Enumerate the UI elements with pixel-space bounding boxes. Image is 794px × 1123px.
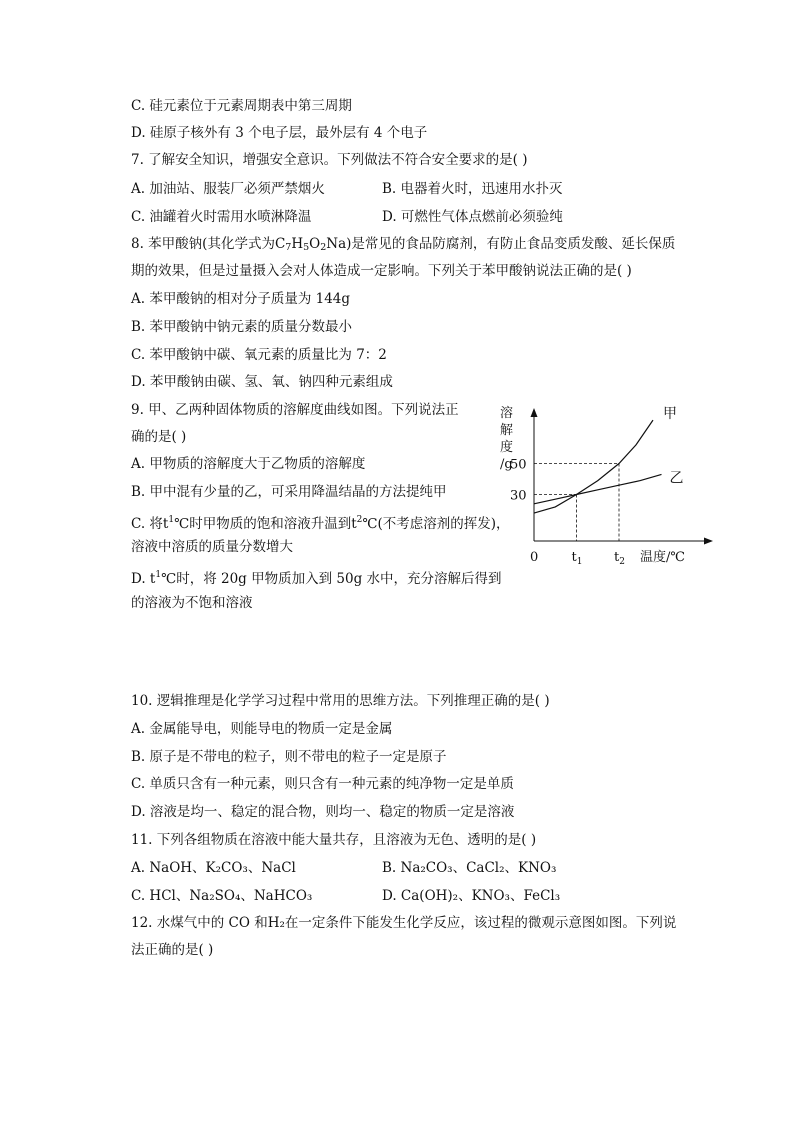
y-axis-arrow bbox=[531, 408, 538, 417]
q9-c-t1-index: 1 bbox=[168, 515, 175, 525]
q8-stem-part2: )是常见的食品防腐剂，有防止食品变质发酸、延长保质 bbox=[346, 236, 676, 252]
q7-option-a: A. 加油站、服装厂必须严禁烟火 bbox=[131, 181, 325, 197]
q6-option-d: D. 硅原子核外有 3 个电子层，最外层有 4 个电子 bbox=[131, 125, 428, 141]
q8-formula-o: O bbox=[309, 236, 321, 252]
q8-formula-c-count: 7 bbox=[285, 242, 292, 253]
x-tick-label: $t_2$ bbox=[614, 550, 625, 567]
origin-label: 0 bbox=[530, 550, 539, 565]
q10-option-a: A. 金属能导电，则能导电的物质一定是金属 bbox=[131, 721, 393, 737]
q11-option-d: D. Ca(OH)₂、KNO₃、FeCl₃ bbox=[382, 888, 561, 904]
y-axis-label-char: 解 bbox=[500, 423, 514, 438]
q8-option-b: B. 苯甲酸钠中钠元素的质量分数最小 bbox=[131, 319, 353, 335]
y-tick-label: 30 bbox=[510, 488, 527, 504]
q11-option-c: C. HCl、Na₂SO₄、NaHCO₃ bbox=[131, 888, 313, 904]
q9-stem-line2: 确的是( ) bbox=[131, 429, 187, 445]
q10-stem: 10. 逻辑推理是化学学习过程中常用的思维方法。下列推理正确的是( ) bbox=[131, 693, 550, 709]
series-line-yi bbox=[534, 474, 662, 503]
y-axis-label-char: /g bbox=[500, 457, 513, 472]
q11-option-b: B. Na₂CO₃、CaCl₂、KNO₃ bbox=[382, 860, 557, 876]
q9-option-a: A. 甲物质的溶解度大于乙物质的溶解度 bbox=[131, 456, 366, 472]
q11-stem: 11. 下列各组物质在溶液中能大量共存，且溶液为无色、透明的是( ) bbox=[131, 832, 537, 848]
q7-option-b: B. 电器着火时，迅速用水扑灭 bbox=[382, 181, 563, 197]
y-tick-label: 50 bbox=[510, 457, 527, 473]
q10-option-c: C. 单质只含有一种元素，则只含有一种元素的纯净物一定是单质 bbox=[131, 776, 514, 792]
q10-option-b: B. 原子是不带电的粒子，则不带电的粒子一定是原子 bbox=[131, 749, 447, 765]
q8-stem-line2: 期的效果，但是过量摄入会对人体造成一定影响。下列关于苯甲酸钠说法正确的是( ) bbox=[131, 263, 632, 279]
y-axis-label-char: 度 bbox=[500, 440, 514, 455]
series-label-jia: 甲 bbox=[663, 406, 677, 423]
q10-option-d: D. 溶液是均一、稳定的混合物，则均一、稳定的物质一定是溶液 bbox=[131, 804, 515, 820]
q7-option-d: D. 可燃性气体点燃前必须验纯 bbox=[382, 209, 563, 225]
q12-stem-line1: 12. 水煤气中的 CO 和H₂在一定条件下能发生化学反应，该过程的微观示意图如图。下列说 bbox=[131, 915, 677, 931]
q9-option-b: B. 甲中混有少量的乙，可采用降温结晶的方法提纯甲 bbox=[131, 484, 447, 500]
q7-stem: 7. 了解安全知识，增强安全意识。下列做法不符合安全要求的是( ) bbox=[131, 152, 528, 168]
q8-option-a: A. 苯甲酸钠的相对分子质量为 144g bbox=[131, 291, 351, 307]
q9-option-d-line1 bbox=[131, 566, 502, 588]
q8-stem-line1 bbox=[131, 235, 675, 257]
q9-option-c-line1 bbox=[131, 511, 510, 533]
q9-d-t1-index: 1 bbox=[155, 570, 162, 580]
q9-c-part3: ℃(不考虑溶剂的挥发)， bbox=[362, 516, 510, 532]
q11-option-a: A. NaOH、K₂CO₃、NaCl bbox=[131, 860, 296, 876]
x-axis-label: 温度/℃ bbox=[640, 550, 685, 565]
q9-stem-line1: 9. 甲、乙两种固体物质的溶解度曲线如图。下列说法正 bbox=[131, 402, 459, 418]
q8-formula-o-count: 2 bbox=[320, 242, 327, 253]
q9-option-d-line2: 的溶液为不饱和溶液 bbox=[131, 595, 253, 611]
q12-stem-line2: 法正确的是( ) bbox=[131, 942, 214, 958]
y-axis-label-char: 溶 bbox=[500, 406, 514, 421]
q8-formula-na: Na bbox=[326, 236, 347, 252]
q6-option-c: C. 硅元素位于元素周期表中第三周期 bbox=[131, 98, 352, 114]
q8-stem-part1: 8. 苯甲酸钠(其化学式为C bbox=[131, 236, 286, 252]
series-label-yi: 乙 bbox=[669, 470, 684, 487]
solubility-chart bbox=[498, 405, 728, 580]
q8-formula-h: H bbox=[291, 236, 304, 252]
x-axis-arrow bbox=[704, 538, 713, 545]
q9-d-part2: ℃时，将 20g 甲物质加入到 50g 水中，充分溶解后得到 bbox=[161, 571, 502, 587]
q8-formula-h-count: 5 bbox=[303, 242, 310, 253]
q9-c-part1: C. 将t bbox=[131, 516, 169, 532]
q9-c-part2: ℃时甲物质的饱和溶液升温到t bbox=[174, 516, 357, 532]
q9-c-t2-index: 2 bbox=[356, 515, 363, 525]
q9-d-part1: D. t bbox=[131, 571, 156, 587]
q7-option-c: C. 油罐着火时需用水喷淋降温 bbox=[131, 209, 312, 225]
series-line-jia bbox=[534, 420, 653, 513]
x-tick-label: $t_1$ bbox=[571, 550, 583, 567]
q8-option-d: D. 苯甲酸钠由碳、氢、氧、钠四种元素组成 bbox=[131, 374, 393, 390]
q9-option-c-line2: 溶液中溶质的质量分数增大 bbox=[131, 539, 293, 555]
q8-option-c: C. 苯甲酸钠中碳、氧元素的质量比为 7：2 bbox=[131, 347, 387, 363]
